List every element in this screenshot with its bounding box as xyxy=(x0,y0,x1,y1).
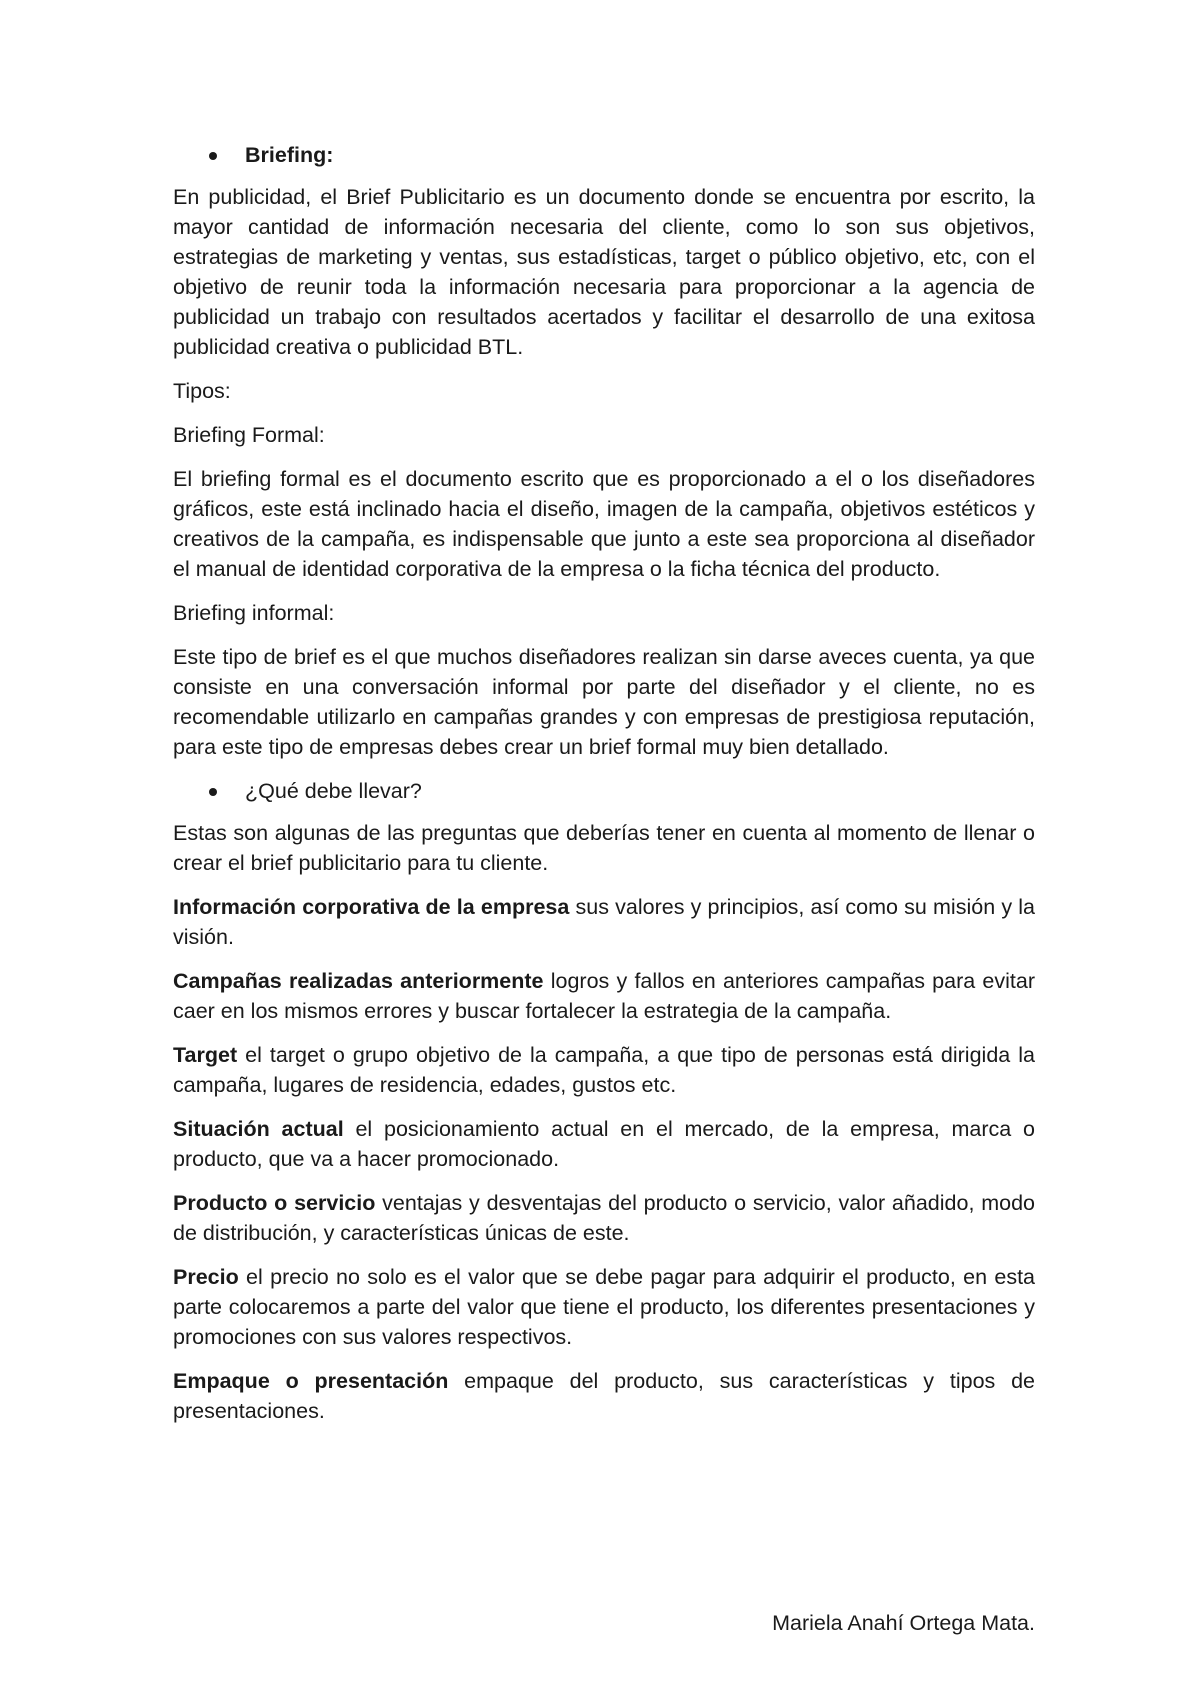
types-label: Tipos: xyxy=(173,379,231,403)
author-signature: Mariela Anahí Ortega Mata. xyxy=(772,1611,1035,1635)
item-term: Empaque o presentación xyxy=(173,1369,449,1393)
item-term: Situación actual xyxy=(173,1117,344,1141)
item-term: Campañas realizadas anteriormente xyxy=(173,969,544,993)
item-paragraph xyxy=(173,1114,1035,1174)
item-paragraph xyxy=(173,966,1035,1026)
item-paragraph xyxy=(173,1366,1035,1426)
item-term: Target xyxy=(173,1043,238,1067)
document-page xyxy=(173,140,1035,1440)
bullet-dot-icon xyxy=(209,788,217,796)
item-paragraph xyxy=(173,1040,1035,1100)
briefing-intro-paragraph: En publicidad, el Brief Publicitario es un documento donde se encuentra por escrito, la mayor cantidad de información necesaria del cliente, como lo son sus objetivos, estrategias de marketing y ventas, sus estadísticas, target o público objetivo, etc, con el objetivo de reunir toda la información necesaria para proporcionar a la agencia de publicidad un trabajo con resultados acertados y facilitar el desarrollo de una exitosa publicidad creativa o publicidad BTL. xyxy=(173,185,1035,359)
bullet-dot-icon xyxy=(209,152,217,160)
item-paragraph xyxy=(173,892,1035,952)
item-text: el target o grupo objetivo de la campaña, a que tipo de personas está dirigida la campaña, lugares de residencia, edades, gustos etc. xyxy=(173,1043,1035,1097)
item-text: el precio no solo es el valor que se debe pagar para adquirir el producto, en esta parte colocaremos a parte del valor que tiene el producto, los diferentes presentaciones y promociones con sus valores respectivos. xyxy=(173,1265,1035,1349)
briefing-heading: Briefing: xyxy=(245,143,334,167)
formal-paragraph: El briefing formal es el documento escrito que es proporcionado a el o los diseñadores gráficos, este está inclinado hacia el diseño, imagen de la campaña, objetivos estéticos y creativos de la campaña, es indispensable que junto a este sea proporciona al diseñador el manual de identidad corporativa de la empresa o la ficha técnica del producto. xyxy=(173,467,1035,581)
informal-heading: Briefing informal: xyxy=(173,601,335,625)
item-paragraph xyxy=(173,1262,1035,1352)
bullet-que-debe-llevar xyxy=(173,776,1035,806)
item-text: el posicionamiento actual en el mercado, de la empresa, marca o producto, que va a hacer promocionado. xyxy=(173,1117,1035,1171)
item-text: sus valores y principios, así como su misión y la visión. xyxy=(173,895,1035,949)
item-term: Precio xyxy=(173,1265,239,1289)
item-text: logros y fallos en anteriores campañas para evitar caer en los mismos errores y buscar fortalecer la estrategia de la campaña. xyxy=(173,969,1035,1023)
item-text: empaque del producto, sus características y tipos de presentaciones. xyxy=(173,1369,1036,1423)
informal-paragraph: Este tipo de brief es el que muchos diseñadores realizan sin darse aveces cuenta, ya que consiste en una conversación informal por parte del diseñador y el cliente, no es recomendable utilizarlo en campañas grandes y con empresas de prestigiosa reputación, para este tipo de empresas debes crear un brief formal muy bien detallado. xyxy=(173,645,1035,759)
item-term: Información corporativa de la empresa xyxy=(173,895,570,919)
item-paragraph xyxy=(173,1188,1035,1248)
item-text: ventajas y desventajas del producto o servicio, valor añadido, modo de distribución, y características únicas de este. xyxy=(173,1191,1035,1245)
questions-intro-paragraph: Estas son algunas de las preguntas que deberías tener en cuenta al momento de llenar o crear el brief publicitario para tu cliente. xyxy=(173,821,1035,875)
bullet-briefing xyxy=(173,140,1035,170)
que-debe-llevar-heading: ¿Qué debe llevar? xyxy=(245,779,422,803)
item-term: Producto o servicio xyxy=(173,1191,376,1215)
formal-heading: Briefing Formal: xyxy=(173,423,325,447)
